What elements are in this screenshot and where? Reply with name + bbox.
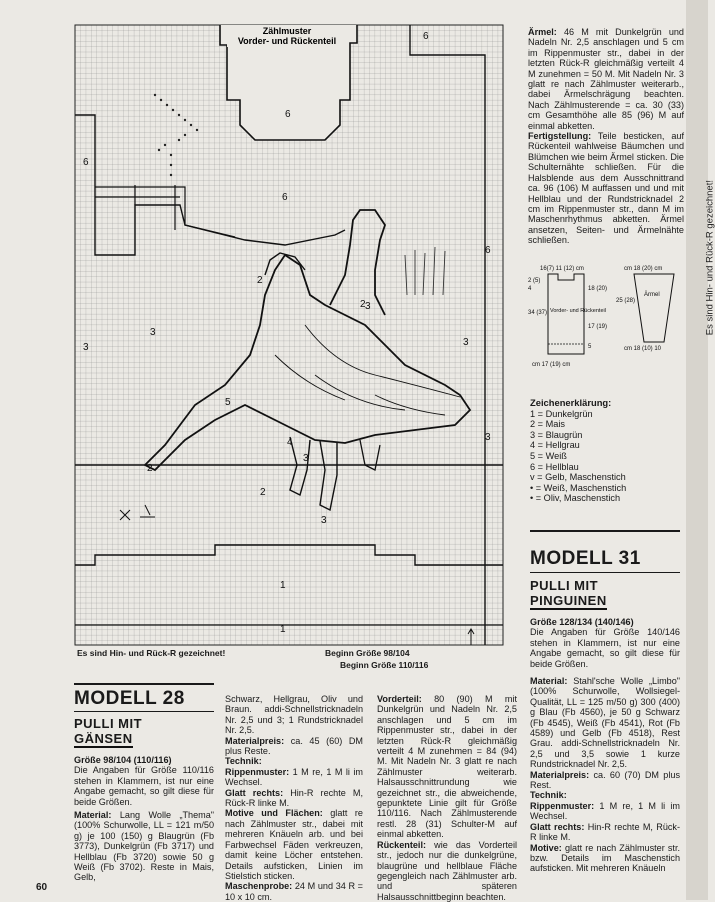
size-schematic xyxy=(526,262,686,377)
right-column-text xyxy=(528,27,684,246)
fertigstellung-heading: Fertigstellung: xyxy=(528,131,592,142)
legend-item: v = Gelb, Maschenstich xyxy=(530,472,626,483)
column-2-text xyxy=(225,694,363,902)
schematic-top-a: 16(7) 11 (12) cm xyxy=(540,266,584,272)
legend xyxy=(530,398,680,504)
region-label: 4 xyxy=(287,437,293,448)
legend-item: 5 = Weiß xyxy=(530,450,567,461)
legend-item: 3 = Blaugrün xyxy=(530,429,583,440)
col2-mp2-heading: Maschenprobe: xyxy=(225,881,293,892)
region-label: 3 xyxy=(83,342,89,353)
column-3-text xyxy=(377,694,517,902)
region-label: 3 xyxy=(365,301,371,312)
col2-p1: Schwarz, Hellgrau, Oliv und Braun. addi-Schnellstricknadeln Nr. 2,5 und 3; 1 Rundstricknadel Nr. 2,5. xyxy=(225,694,363,736)
divider xyxy=(74,711,214,712)
spine-text: Es sind Hin- und Rück-R gezeichnet! xyxy=(704,180,715,336)
col2-tech-heading: Technik: xyxy=(225,756,262,767)
modell28-material-heading: Material: xyxy=(74,810,112,821)
col4-tech-heading: Technik: xyxy=(530,790,567,801)
schematic-top-b: cm 18 (20) cm xyxy=(624,266,663,272)
col3-rt-heading: Rückenteil: xyxy=(377,839,427,850)
col4-mat-heading: Material: xyxy=(530,676,568,686)
fertigstellung-text: Teile besticken, auf Rückenteil wahlweise Bäumchen und Blümchen wie beim Ärmel sticken. Die Schulternähte schließen. Für die Halsblende aus dem Ausschnittrand ca. 96 (106) M auffassen und und mit Hellblau und der Rundstricknadel 2 cm im Rippenmuster str., dann M im Maschenrhythmus abketten. Ärmel ansetzen, Seiten- und Ärmelnähte schließen. xyxy=(528,131,684,246)
divider xyxy=(74,683,214,685)
schematic-l1: 2 (5) xyxy=(528,278,541,284)
schematic-s5: 5 xyxy=(588,344,592,350)
col2-mot-heading: Motive und Flächen: xyxy=(225,808,323,819)
modell31-sub2: PINGUINEN xyxy=(530,593,607,608)
region-label: 6 xyxy=(282,192,288,203)
divider xyxy=(530,530,680,532)
modell31-size xyxy=(530,617,680,669)
schematic-s17: 17 (19) xyxy=(588,324,608,330)
region-label: 6 xyxy=(423,31,429,42)
col2-rip-heading: Rippenmuster: xyxy=(225,766,290,777)
legend-item: 1 = Dunkelgrün xyxy=(530,408,593,419)
col2-mp2-text: 24 M und 34 R = 10 x 10 cm. xyxy=(225,881,363,902)
next-page-edge xyxy=(686,0,715,900)
schematic-sleeve-label: Ärmel xyxy=(644,292,660,298)
modell28-sub2: GÄNSEN xyxy=(74,731,133,746)
col4-mp-text: ca. 60 (70) DM plus Rest. xyxy=(530,769,680,791)
modell31-title: MODELL 31 xyxy=(530,548,641,569)
region-label: 2 xyxy=(147,463,153,474)
aermel-text: 46 M mit Dunkelgrün und Nadeln Nr. 2,5 anschlagen und 5 cm im Rippenmuster str., dabei in der letzten Rück-R gleichmäßig verteilt 4 M zunehmen = 50 M. Mit Nadeln Nr. 3 glatt re nach Zählmuster weiterarb., dabei Ärmelschrägung beachten. Nach Zählmusterende = ca. 30 (33) cm Gesamthöhe alle 85 (96) M auf einmal abketten. xyxy=(528,27,684,131)
column-4-text xyxy=(530,676,680,874)
legend-item: • = Weiß, Maschenstich xyxy=(530,482,627,493)
chart-title-1: Zählmuster xyxy=(262,26,312,36)
col2-mp-heading: Materialpreis: xyxy=(225,735,285,746)
begin-size-2: Beginn Größe 110/116 xyxy=(340,660,429,670)
col4-mp-heading: Materialpreis: xyxy=(530,769,590,780)
knitting-chart xyxy=(75,25,503,645)
region-label: 3 xyxy=(321,515,327,526)
col3-vt-heading: Vorderteil: xyxy=(377,694,422,704)
chart-footnote: Es sind Hin- und Rück-R gezeichnet! xyxy=(77,648,226,658)
col4-mat-text: Stahl'sche Wolle „Limbo" (100% Schurwolle, Wollsiegel-Qualität, LL = 125 m/50 g) 300 (400) g Blau (Fb 4560), je 50 g Schwarz (Fb 4545), Weiß (Fb 4541), Rot (Fb 4589) und Gelb (Fb 4518), Rest Grau. addi-Schnellstricknadeln Nr. 2,5 und 3,5 sowie 1 kurze Rundstricknadel Nr. 2,5. xyxy=(530,676,681,770)
modell28-body xyxy=(74,755,214,883)
chart-title-2: Vorder- und Rückenteil xyxy=(237,36,337,46)
col4-mot-text: glatt re nach Zählmuster str. bzw. Details im Maschenstich aufsticken. Mit mehreren Knäueln xyxy=(530,842,680,874)
modell28-sub1: PULLI MIT xyxy=(74,716,143,731)
col2-rip-text: 1 M re, 1 M li im Wechsel. xyxy=(225,766,363,788)
modell28-subtitle xyxy=(74,716,142,748)
modell31-subtitle xyxy=(530,578,607,610)
schematic-s34: 34 (37) xyxy=(528,310,548,316)
region-label: 1 xyxy=(280,624,286,635)
col4-rip-text: 1 M re, 1 M li im Wechsel. xyxy=(530,800,680,822)
col2-glatt-text: Hin-R rechte M, Rück-R linke M. xyxy=(225,787,363,809)
page-number: 60 xyxy=(36,882,48,893)
region-label: 2 xyxy=(260,487,266,498)
col2-glatt-heading: Glatt rechts: xyxy=(225,787,284,798)
col4-mot-heading: Motive: xyxy=(530,842,562,853)
schematic-l1b: 4 xyxy=(528,286,532,292)
modell28-material-text: Lang Wolle „Thema" (100% Schurwolle, LL = 121 m/50 g) je 100 (150) g Blaugrün (Fb 3773), Dunkelgrün (Fb 3717) und Hellblau (Fb 3720) sowie 50 g Weiß (Fb 3702). Reste in Mais, Gelb, xyxy=(74,810,215,883)
schematic-s18: 18 (20) xyxy=(588,286,608,292)
schematic-s25: 25 (28) xyxy=(616,298,636,304)
modell31-size-text: Die Angaben für Größe 140/146 stehen in Klammern, ist nur eine Angabe gemacht, so gilt diese für beide Größen. xyxy=(530,627,680,669)
modell31-sub1: PULLI MIT xyxy=(530,578,599,593)
col3-rt-text: wie das Vorderteil str., jedoch nur die dunkelgrüne, blaugrüne und hellblaue Fläche gegengleich nach Zählmuster arb. und späteren Halsausschnittbeginn beachten. xyxy=(377,839,518,902)
schematic-body-label: Vorder- und Rückenteil xyxy=(550,308,606,314)
col2-mp-text: ca. 45 (60) DM plus Reste. xyxy=(225,735,363,757)
legend-item: • = Oliv, Maschenstich xyxy=(530,493,621,504)
region-label: 6 xyxy=(83,157,89,168)
schematic-bottom-a: cm 17 (19) cm xyxy=(532,362,571,368)
modell31-size-heading: Größe 128/134 (140/146) xyxy=(530,617,634,627)
region-label: 3 xyxy=(485,432,491,443)
legend-item: 6 = Hellblau xyxy=(530,461,579,472)
modell28-title: MODELL 28 xyxy=(74,688,185,709)
col4-glatt-heading: Glatt rechts: xyxy=(530,821,585,832)
col3-vt-text: 80 (90) M mit Dunkelgrün und Nadeln Nr. 2,5 anschlagen und 5 cm im Rippenmuster str., dabei in der letzten Rück-R gleichmäßig verteilt 4 M zunehmen = 84 (94) M. Mit Nadeln Nr. 3 glatt re nach Zählmuster weiterarb. Halsausschnittrundung wie gezeichnet str., die abweichende, gepunktete Linie gilt für Größe 110/116. Nach Zählmusterende restl. 28 (31) Schulter-M auf einmal abketten. xyxy=(377,694,517,840)
col4-rip-heading: Rippenmuster: xyxy=(530,800,595,811)
region-label: 3 xyxy=(150,327,156,338)
region-label: 2 xyxy=(360,299,366,310)
region-label: 6 xyxy=(285,109,291,120)
region-label: 1 xyxy=(280,580,286,591)
region-label: 3 xyxy=(463,337,469,348)
begin-size-1: Beginn Größe 98/104 xyxy=(325,648,410,658)
divider xyxy=(530,572,680,573)
col4-glatt-text: Hin-R rechte M, Rück-R linke M. xyxy=(530,821,680,843)
schematic-bottom-b: cm 18 (10) 10 xyxy=(624,346,662,352)
legend-item: 4 = Hellgrau xyxy=(530,440,580,451)
region-label: 6 xyxy=(485,245,491,256)
legend-title: Zeichenerklärung: xyxy=(530,397,612,408)
modell28-size-text: Die Angaben für Größe 110/116 stehen in Klammern, ist nur eine Angabe gemacht, so gilt diese für beide Größen. xyxy=(74,765,214,807)
region-label: 3 xyxy=(303,453,309,464)
legend-item: 2 = Mais xyxy=(530,419,565,430)
region-label: 2 xyxy=(257,275,263,286)
aermel-heading: Ärmel: xyxy=(528,27,557,37)
modell28-size-heading: Größe 98/104 (110/116) xyxy=(74,755,172,765)
region-label: 5 xyxy=(225,397,231,408)
col2-mot-text: glatt re nach Zählmuster str., dabei mit mehreren Knäueln arb. und bei Farbwechsel Fäden verkreuzen, damit keine Löcher entstehen. Details aufsticken, Linien im Stielstich sticken. xyxy=(225,808,363,881)
